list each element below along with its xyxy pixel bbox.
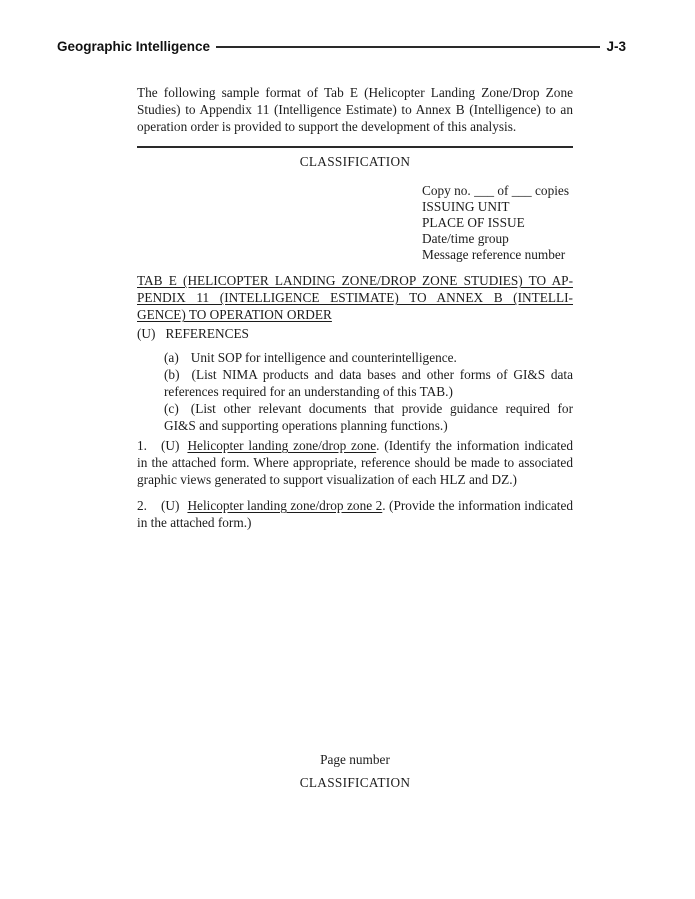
classification-rule (137, 146, 573, 148)
tab-heading (137, 272, 573, 323)
copy-number-line: Copy no. ___ of ___ copies (422, 183, 569, 198)
reference-item-label: (c) (164, 401, 179, 416)
header-title: Geographic Intelligence (57, 39, 211, 54)
classification-bottom: CLASSIFICATION (299, 775, 411, 790)
page-footer (137, 751, 573, 791)
paragraph-classification-marking: (U) (160, 498, 180, 513)
tab-heading-line: GENCE) TO OPERATION ORDER (137, 307, 332, 322)
paragraph-number: 1. (137, 438, 147, 453)
tab-heading-line: PENDIX 11 (INTELLIGENCE ESTIMATE) TO ANNEX B (INTELLI- (137, 290, 573, 305)
reference-item (164, 400, 573, 434)
reference-item-label: (b) (164, 367, 180, 382)
numbered-paragraph (137, 497, 573, 531)
message-reference-line: Message reference number (422, 247, 566, 262)
tab-heading-line: TAB E (HELICOPTER LANDING ZONE/DROP ZONE STUDIES) TO AP- (137, 273, 573, 288)
reference-item (164, 366, 573, 400)
references-classification-marking: (U) (137, 326, 156, 341)
header-page-number: J-3 (606, 39, 626, 54)
footer-page-number: Page number (320, 752, 390, 767)
paragraph-classification-marking: (U) (160, 438, 180, 453)
references-header (137, 325, 573, 342)
document-body (137, 0, 573, 531)
issuing-unit-line: ISSUING UNIT (422, 199, 510, 214)
references-title: REFERENCES (165, 326, 249, 341)
paragraph-text: . (Provide the information indicated in the attached form.) (137, 498, 573, 530)
date-time-group-line: Date/time group (422, 231, 509, 246)
paragraph-title: Helicopter landing zone/drop zone (187, 438, 377, 453)
reference-item-label: (a) (164, 350, 179, 365)
references-list (164, 349, 573, 434)
numbered-paragraph (137, 437, 573, 488)
issuing-block (422, 183, 573, 263)
reference-item (164, 349, 573, 366)
paragraph-number: 2. (137, 498, 147, 513)
reference-item-text: Unit SOP for intelligence and counterintelligence. (190, 350, 457, 365)
intro-paragraph: The following sample format of Tab E (Helicopter Landing Zone/Drop Zone Studies) to Appendix 11 (Intelligence Estimate) to Annex B (Intelligence) to an operation order is provided to support the development of this analysis. (137, 85, 573, 134)
paragraph-text: . (Identify the information indicated in the attached form. Where appropriate, reference should be made to associated graphic views generated to support visualization of each HLZ and DZ.) (137, 438, 573, 487)
paragraph-title: Helicopter landing zone/drop zone 2 (187, 498, 383, 513)
reference-item-text: (List other relevant documents that provide guidance required for GI&S and supporting operations planning functions.) (164, 401, 573, 433)
place-of-issue-line: PLACE OF ISSUE (422, 215, 525, 230)
reference-item-text: (List NIMA products and data bases and other forms of GI&S data references required for an understanding of this TAB.) (164, 367, 573, 399)
classification-top: CLASSIFICATION (299, 154, 411, 169)
